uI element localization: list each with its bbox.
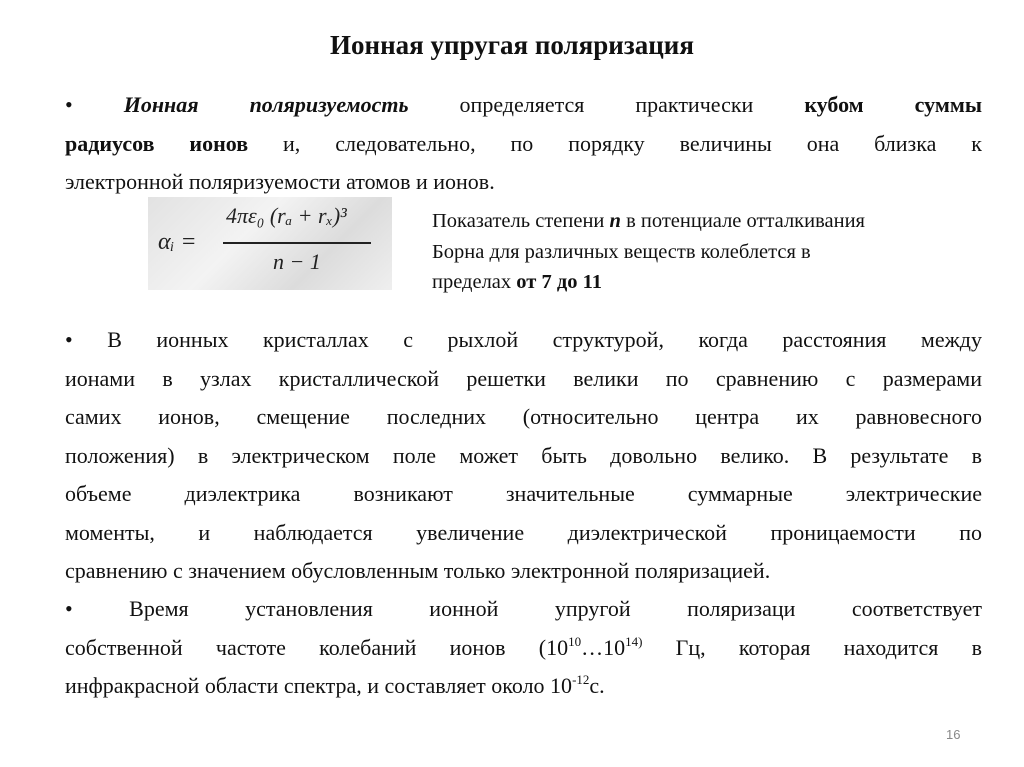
note-text: Показатель степени xyxy=(432,210,610,232)
text-run: Ионная поляризуемость xyxy=(123,92,409,117)
text-line xyxy=(65,125,982,164)
text-run: и, следовательно, по порядку величины она близка к xyxy=(248,130,982,156)
text-run: • В ионных кристаллах с рыхлой структурой, когда расстояния между xyxy=(65,327,982,352)
text-run: определяется практически xyxy=(408,92,805,117)
text-line xyxy=(65,163,982,202)
text-run: объеме диэлектрика возникают значительные суммарные электрические xyxy=(65,481,982,506)
text-run: положения) в электрическом поле может быть довольно велико. В результате в xyxy=(65,442,982,468)
bullet-loose-structure xyxy=(65,321,982,591)
note-range: от 7 до 11 xyxy=(516,271,602,293)
superscript: 10 xyxy=(568,633,582,649)
text-line xyxy=(65,590,982,629)
text-line xyxy=(65,514,982,553)
superscript: -12 xyxy=(572,672,590,687)
polarizability-formula xyxy=(148,197,392,290)
text-run: с. xyxy=(589,673,605,698)
page-number: 16 xyxy=(946,727,961,742)
text-run: моменты, и наблюдается увеличение диэлектрической проницаемости по xyxy=(65,519,982,545)
text-run: кубом суммы xyxy=(804,92,982,117)
text-run: …10 xyxy=(581,634,626,660)
text-line xyxy=(65,552,982,591)
text-line xyxy=(65,437,982,476)
formula-numerator: 4πε₀ (rₐ + rₓ)³ xyxy=(226,203,347,228)
text-run: радиусов ионов xyxy=(65,130,249,156)
text-line xyxy=(65,321,982,360)
fraction-bar xyxy=(223,242,371,244)
text-run: • xyxy=(65,92,124,117)
note-n: n xyxy=(609,210,621,232)
superscript: 14) xyxy=(625,633,643,649)
slide-title: Ионная упругая поляризация xyxy=(330,30,694,60)
note-text: пределах xyxy=(432,271,517,293)
text-run: сравнению с значением обусловленным только электронной поляризацией. xyxy=(65,558,771,583)
text-line xyxy=(65,86,982,125)
note-text: Борна для различных веществ колеблется в xyxy=(432,240,811,263)
bullet-ionic-polarizability xyxy=(65,86,982,202)
formula-denominator: n − 1 xyxy=(273,249,321,274)
bullet-establishment-time xyxy=(65,590,982,706)
note-text: в потенциале отталкивания xyxy=(620,210,865,232)
text-run: электронной поляризуемости атомов и ионов. xyxy=(65,169,495,194)
text-line xyxy=(65,629,982,668)
text-line xyxy=(65,360,982,399)
text-run: инфракрасной области спектра, и составляет около 10 xyxy=(65,673,573,698)
text-run: Гц, которая находится в xyxy=(642,634,982,660)
text-run: самих ионов, смещение последних (относительно центра их равновесного xyxy=(65,404,982,429)
formula-lhs: αᵢ = xyxy=(158,229,197,255)
text-run: • Время установления ионной упругой поляризаци соответствует xyxy=(65,596,982,621)
exponent-note xyxy=(432,206,865,298)
text-run: собственной частоте колебаний ионов (10 xyxy=(65,634,569,660)
text-run: ионами в узлах кристаллической решетки велики по сравнению с размерами xyxy=(65,365,982,391)
text-line xyxy=(65,475,982,514)
text-line xyxy=(65,667,982,706)
text-line xyxy=(65,398,982,437)
